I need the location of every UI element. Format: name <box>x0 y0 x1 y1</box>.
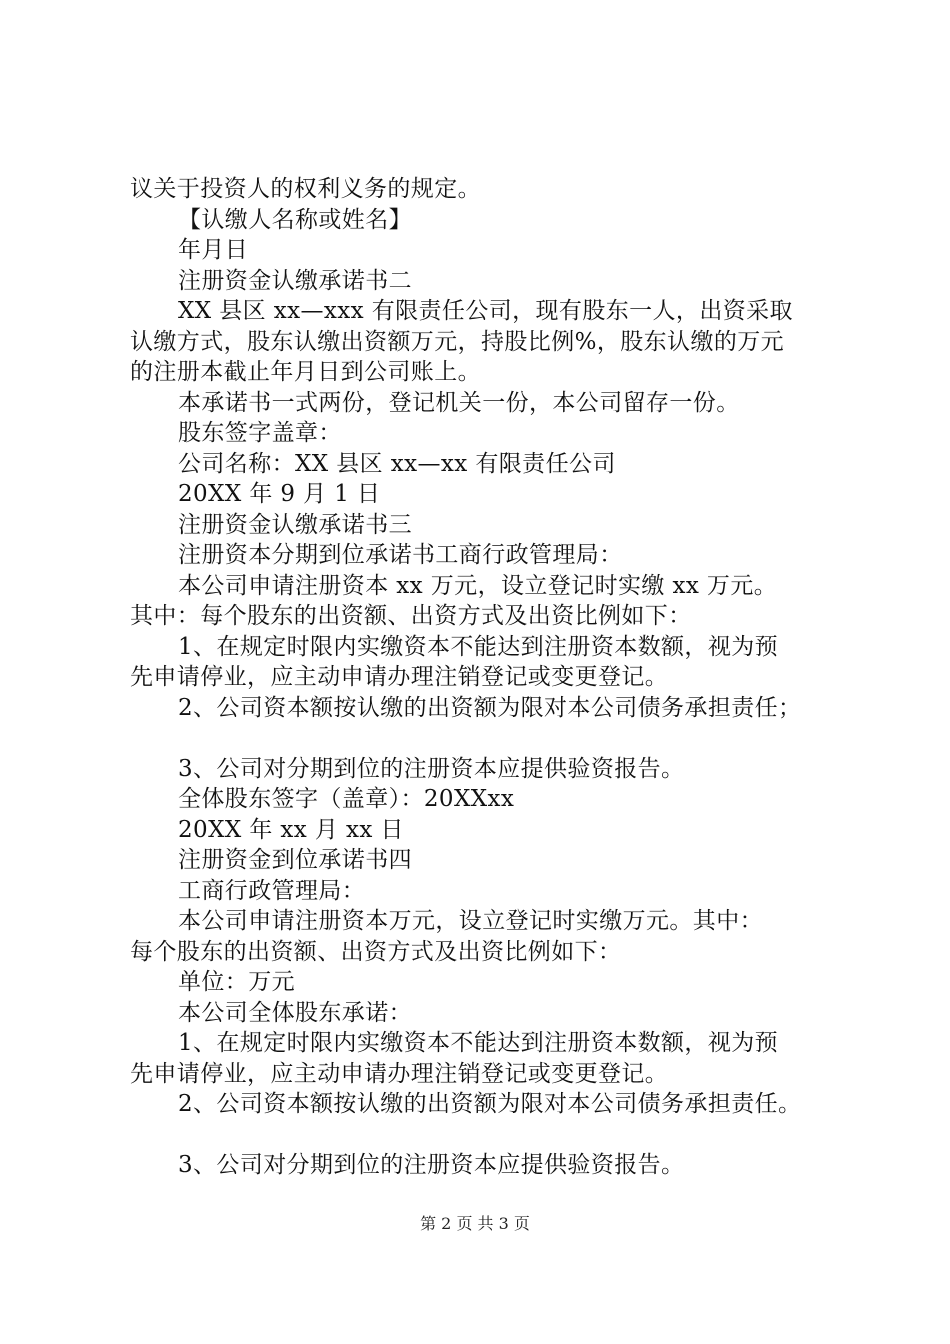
text-line: 注册资本分期到位承诺书工商行政管理局： <box>178 542 623 568</box>
text-line: 本公司申请注册资本 xx 万元，设立登记时实缴 xx 万元。 <box>178 572 778 599</box>
text-line: 3、公司对分期到位的注册资本应提供验资报告。 <box>178 755 685 782</box>
text-line: 认缴方式，股东认缴出资额万元，持股比例%，股东认缴的万元 <box>130 328 785 355</box>
text-line: 20XX 年 xx 月 xx 日 <box>178 816 404 843</box>
text-line: 本承诺书一式两份，登记机关一份，本公司留存一份。 <box>178 389 740 416</box>
document-body <box>130 174 842 1181</box>
text-line: 全体股东签字（盖章）：20XXxx <box>178 786 515 812</box>
text-line: 工商行政管理局： <box>178 877 366 904</box>
text-line: 2、公司资本额按认缴的出资额为限对本公司债务承担责任； <box>178 694 802 721</box>
page-footer: 第 2 页 共 3 页 <box>420 1214 530 1233</box>
text-line: 3、公司对分期到位的注册资本应提供验资报告。 <box>178 1152 685 1178</box>
section-heading: 注册资金到位承诺书四 <box>178 847 412 873</box>
text-line: 1、在规定时限内实缴资本不能达到注册资本数额，视为预 <box>178 1030 779 1056</box>
text-line: XX 县区 xx—xxx 有限责任公司，现有股东一人，出资采取 <box>178 298 793 324</box>
text-line: 2、公司资本额按认缴的出资额为限对本公司债务承担责任。 <box>178 1091 802 1117</box>
section-heading: 注册资金认缴承诺书二 <box>178 267 412 294</box>
text-line: 1、在规定时限内实缴资本不能达到注册资本数额，视为预 <box>178 633 779 660</box>
text-line: 议关于投资人的权利义务的规定。 <box>130 176 481 202</box>
text-line: 的注册本截止年月日到公司账上。 <box>130 359 481 385</box>
text-line: 先申请停业，应主动申请办理注销登记或变更登记。 <box>130 1060 669 1087</box>
blank-line <box>130 723 842 754</box>
text-line: 本公司全体股东承诺： <box>178 999 412 1026</box>
text-line: 20XX 年 9 月 1 日 <box>178 481 381 507</box>
text-line: 其中：每个股东的出资额、出资方式及出资比例如下： <box>130 603 692 629</box>
text-line: 每个股东的出资额、出资方式及出资比例如下： <box>130 938 622 965</box>
text-line: 股东签字盖章： <box>178 420 342 446</box>
text-line: 单位：万元 <box>178 969 295 995</box>
text-line: 先申请停业，应主动申请办理注销登记或变更登记。 <box>130 664 669 690</box>
section-heading: 注册资金认缴承诺书三 <box>178 511 412 538</box>
text-line: 【认缴人名称或姓名】 <box>178 206 412 233</box>
text-line: 年月日 <box>178 237 249 263</box>
blank-line <box>130 1120 842 1151</box>
text-line: 本公司申请注册资本万元，设立登记时实缴万元。其中： <box>178 908 763 934</box>
text-line: 公司名称：XX 县区 xx—xx 有限责任公司 <box>178 450 616 477</box>
